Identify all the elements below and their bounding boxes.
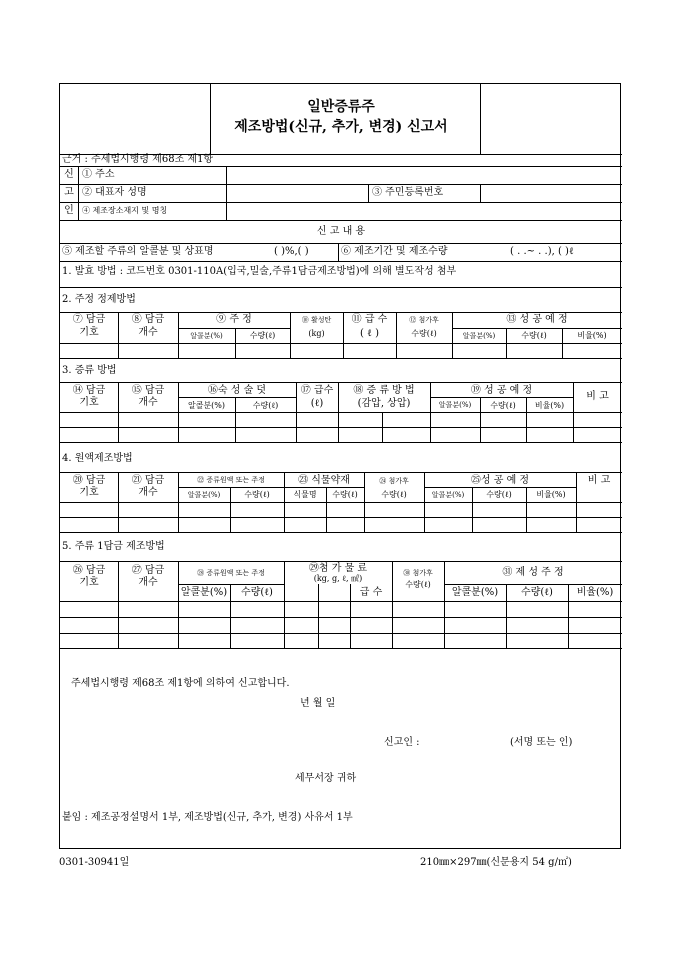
applicant-side-1: 신: [64, 169, 74, 180]
s3-h-14: 수량(ℓ): [490, 401, 516, 410]
s2-h-2: 기호: [79, 327, 99, 338]
legal-basis: 근거 : 주세법시행령 제68조 제1항: [62, 154, 214, 165]
s5-h-2: 기호: [79, 577, 99, 588]
s2-h-6: 알콜분(%): [190, 332, 223, 340]
s5-h-5: ㉘ 증류원액 또는 주정: [197, 569, 265, 577]
s4-h-4: 개수: [138, 487, 158, 498]
section2-title: 2. 주정 정제방법: [62, 294, 136, 305]
s5-h-3: ㉗ 담금: [131, 565, 165, 576]
s3-h-13: 알콜분(%): [438, 401, 472, 409]
s4-h-6: 알콜분(%): [187, 491, 221, 499]
address-label: ① 주소: [82, 169, 115, 180]
s5-h-16: 비율(%): [576, 587, 614, 598]
s2-h-5: ⑨ 주 정: [216, 314, 252, 325]
s2-h-12: ⑫ 첨가후: [409, 316, 439, 324]
s3-h-1: ⑭ 담금: [72, 385, 106, 396]
s2-h-17: 비율(%): [577, 331, 607, 340]
section4-title: 4. 원액제조방법: [62, 453, 133, 464]
recipient: 세무서장 귀하: [295, 773, 357, 784]
s5-h-4: 개수: [138, 577, 158, 588]
s4-h-7: 수량(ℓ): [244, 490, 270, 499]
s2-h-10: ⑪ 급 수: [351, 314, 388, 325]
s3-h-4: 개수: [138, 397, 158, 408]
s3-h-9: (ℓ): [310, 398, 324, 409]
form-title-line1: 일반증류주: [307, 99, 375, 115]
attachment-note: 붙임 : 제조공정설명서 1부, 제조방법(신규, 추가, 변경) 사유서 1부: [62, 812, 353, 823]
section1-text: 1. 발효 방법 : 코드번호 0301-110A(입국,밀술,주류1담금제조방법)에 의해 별도작성 첨부: [62, 266, 457, 277]
representative-label: ② 대표자 성명: [82, 187, 147, 198]
s2-h-13: 수량(ℓ): [411, 329, 437, 338]
sign-label: (서명 또는 인): [510, 737, 573, 748]
s3-h-3: ⑮ 담금: [131, 385, 165, 396]
s3-h-10: ⑱ 증 류 방 법: [353, 385, 415, 396]
s2-h-3: ⑧ 담금: [131, 314, 165, 325]
s3-h-2: 기호: [79, 397, 99, 408]
s5-h-15: 수량(ℓ): [521, 587, 553, 598]
s2-h-16: 수량(ℓ): [521, 331, 547, 340]
form-title-line2: 제조방법(신규, 추가, 변경) 신고서: [234, 119, 448, 135]
applicant-side-3: 인: [64, 205, 74, 216]
s4-h-5: ㉒ 증류원액 또는 주정: [197, 476, 265, 484]
s3-h-12: ⑲ 성 공 예 정: [470, 385, 533, 396]
resident-no-label: ③ 주민등록번호: [372, 187, 444, 198]
s4-h-10: 수량(ℓ): [332, 490, 358, 499]
s4-h-3: ㉑ 담금: [131, 475, 165, 486]
s5-h-11: ㉚ 첨가후: [403, 569, 433, 577]
s4-h-11: ㉔ 첨가후: [379, 477, 409, 485]
s3-h-11: (감압, 상압): [357, 398, 411, 409]
s5-h-7: 수량(ℓ): [241, 587, 273, 598]
paper-spec: 210㎜×297㎜(신문용지 54 g/㎡): [420, 857, 572, 868]
declarant-label: 신고인 :: [384, 737, 420, 748]
s2-h-7: 수량(ℓ): [249, 331, 276, 340]
s4-h-2: 기호: [79, 487, 99, 498]
s5-h-10: 급 수: [359, 587, 383, 598]
s3-h-7: 수량(ℓ): [252, 401, 279, 410]
s5-h-1: ㉖ 담금: [72, 565, 106, 576]
s4-h-8: ㉓ 식물약재: [298, 475, 350, 486]
s5-h-9: (kg, g, ℓ, ㎖): [313, 574, 363, 583]
declaration-date: 년 월 일: [300, 698, 336, 709]
s2-h-8: ⑩ 활성탄: [301, 316, 332, 324]
s5-h-12: 수량(ℓ): [405, 580, 431, 589]
row5-value: ( )%,( ): [274, 246, 309, 257]
section3-title: 3. 증류 방법: [62, 365, 117, 376]
s4-h-17: 비 고: [587, 475, 611, 486]
section5-title: 5. 주류 1담금 제조방법: [62, 541, 165, 552]
row6-label: ⑥ 제조기간 및 제조수량: [341, 246, 448, 257]
s5-h-6: 알콜분(%): [180, 587, 228, 598]
s2-h-14: ⑬ 성 공 예 정: [506, 314, 568, 325]
s5-h-13: ㉛ 제 성 주 정: [502, 567, 564, 578]
declaration-form: [59, 83, 621, 849]
s2-h-1: ⑦ 담금: [72, 314, 106, 325]
s2-h-15: 알콜분(%): [462, 332, 496, 340]
s3-h-8: ⑰ 급수: [300, 385, 334, 396]
s2-h-9: (kg): [308, 329, 325, 338]
s4-h-1: ⑳ 담금: [72, 475, 106, 486]
factory-label: ④ 제조장소재지 및 명칭: [82, 206, 168, 215]
s3-h-15: 비율(%): [534, 401, 565, 410]
row5-label: ⑤ 제조할 주류의 알콜분 및 상표명: [62, 246, 214, 257]
declaration-text: 주세법시행령 제68조 제1항에 의하여 신고합니다.: [71, 678, 290, 689]
s4-h-12: 수량(ℓ): [381, 490, 407, 499]
s3-h-6: 알콜분(%): [187, 401, 226, 410]
s3-h-5: ⑯숙 성 술 덧: [207, 385, 267, 396]
s4-h-9: 식물명: [293, 490, 317, 499]
row6-value: ( . .~ . .), ( )ℓ: [510, 246, 574, 257]
s3-h-16: 비 고: [586, 391, 609, 402]
applicant-side-2: 고: [64, 187, 74, 198]
s4-h-14: 알콜분(%): [431, 491, 465, 499]
s2-h-11: ( ℓ ): [360, 328, 379, 339]
s4-h-16: 비율(%): [536, 490, 566, 499]
s4-h-15: 수량(ℓ): [486, 490, 512, 499]
content-header: 신 고 내 용: [316, 226, 366, 237]
s5-h-14: 알콜분(%): [451, 587, 499, 598]
form-number: 0301-30941일: [59, 857, 130, 868]
s2-h-4: 개수: [138, 327, 158, 338]
s4-h-13: ㉕성 공 예 정: [470, 475, 530, 486]
s5-h-8: ㉙첨 가 물 료: [308, 563, 368, 574]
